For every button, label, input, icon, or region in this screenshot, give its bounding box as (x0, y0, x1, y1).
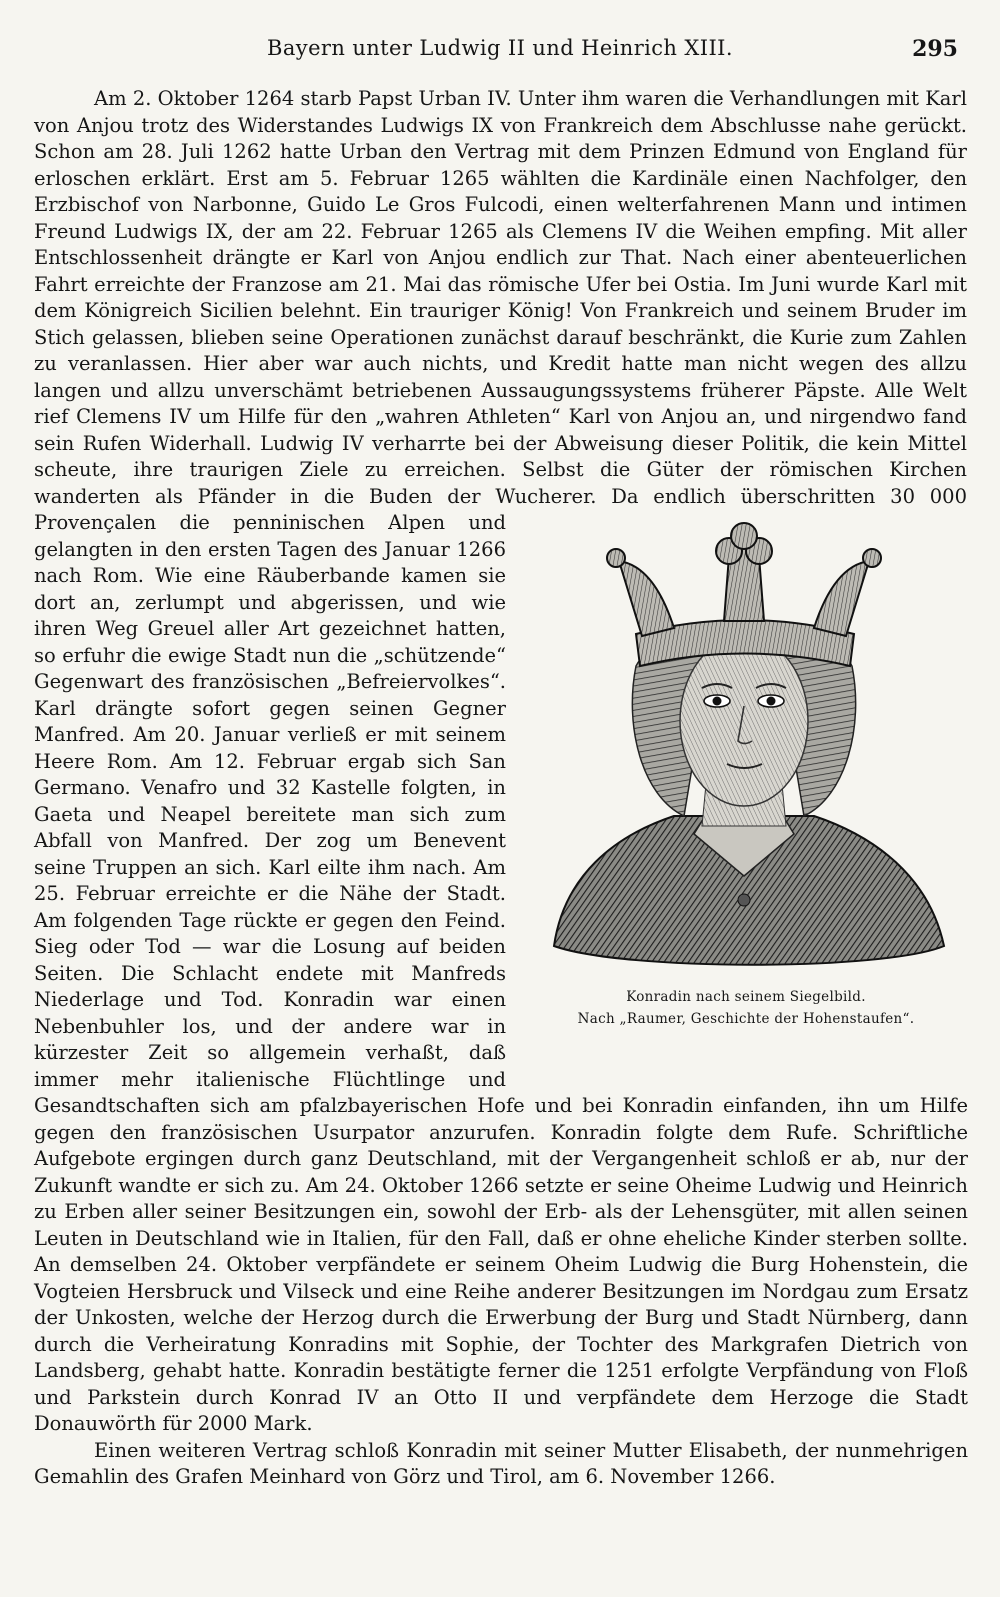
page-number: 295 (912, 36, 958, 62)
figure-caption (524, 986, 968, 1030)
caption-line-2: Nach „Raumer, Geschichte der Hohenstaufen“. (577, 1011, 915, 1027)
page-header (34, 36, 966, 66)
running-title: Bayern unter Ludwig II und Heinrich XIII. (267, 36, 733, 60)
caption-line-1: Konradin nach seinem Siegelbild. (626, 989, 866, 1005)
portrait-figure (524, 516, 968, 1066)
body-text (34, 86, 968, 1491)
konradin-portrait-engraving (524, 516, 968, 986)
paragraph-1: Am 2. Oktober 1264 starb Papst Urban IV. Unter ihm waren die Verhandlungen mit Karl von Anjou trotz des Widerstandes Ludwigs IX von Frankreich dem Abschlusse nahe gerückt. Schon am 28. Juli 1262 hatte Urban den Vertrag mit dem Prinzen Edmund von England für erloschen erklärt. Erst am 5. Februar 1265 wählten die Kardinäle einen Nachfolger, den Erzbischof von Narbonne, Guido Le Gros Fulcodi, einen welterfahrenen Mann und intimen Freund Ludwigs IX, der am 22. Februar 1265 als Clemens IV die Weihen empfing. Mit aller Entschlossenheit drängte er Karl von Anjou endlich zur That. Nach einer abenteuerlichen Fahrt erreichte der Franzose am 21. Mai das römische Ufer bei Ostia. Im Juni wurde Karl mit dem Königreich Sicilien belehnt. Ein trauriger König! Von Frankreich und seinem Bruder im Stich gelassen, blieben seine Operationen zunächst darauf beschränkt, die Kurie zum Zahlen zu veranlassen. Hier aber war auch nichts, und Kredit hatte man nicht wegen des allzu langen und allzu unverschämt betriebenen Aussaugungssystems früherer Päpste. Alle Welt rief Clemens IV um Hilfe für den „wahren Athleten“ Karl von Anjou an, und nirgendwo fand sein Rufen Widerhall. Ludwig IV verharrte bei der Abweisung dieser Politik, die kein Mittel scheute, ihre traurigen Ziele zu erreichen. Selbst die Güter der römischen Kirchen wanderten als Pfänder in die Buden der Wucherer. Da endlich überschritten 30 000 Provençalen die penninischen Alpen und gelangten in den ersten Tagen des Januar 1266 nach Rom. Wie eine Räuberbande kamen sie dort an, zerlumpt und abgerissen, und wie ihren Weg Greuel aller Art gezeichnet hatten, so erfuhr die ewige Stadt nun die „schützende“ Gegenwart des französischen „Befreiervolkes“. Karl drängte sofort gegen seinen Gegner Manfred. Am 20. Januar verließ er mit seinem Heere Rom. Am 12. Februar ergab sich San Germano. Venafro und 32 Kastelle folgten, in Gaeta und Neapel bereitete man sich zum Abfall von Manfred. Der zog um Benevent seine Truppen an sich. Karl eilte ihm nach. Am 25. Februar erreichte er die Nähe der Stadt. Am folgenden Tage rückte er gegen den Feind. Sieg oder Tod — war die Losung auf beiden Seiten. Die Schlacht endete mit Manfreds Niederlage und Tod. Konradin war einen Nebenbuhler los, und der andere war in kürzester Zeit so allgemein verhaßt, daß immer mehr italienische Flüchtlinge und Gesandtschaften sich am pfalzbayerischen Hofe und bei Konradin einfanden, ihn um Hilfe gegen den französischen Usurpator anzurufen. Konradin folgte dem Rufe. Schriftliche Aufgebote ergingen durch ganz Deutschland, mit der Vergangenheit schloß er ab, nur der Zukunft wandte er sich zu. Am 24. Oktober 1266 setzte er seine Oheime Ludwig und Heinrich zu Erben aller seiner Besitzungen ein, sowohl der Erb- als der Lehensgüter, mit allen seinen Leuten in Deutschland wie in Italien, für den Fall, daß er ohne eheliche Kinder sterben sollte. An demselben 24. Oktober verpfändete er seinem Oheim Ludwig die Burg Hohenstein, die Vogteien Hersbruck und Vilseck und eine Reihe anderer Besitzungen im Nordgau zum Ersatz der Unkosten, welche der Herzog durch die Erwerbung der Burg und Stadt Nürnberg, dann durch die Verheiratung Konradins mit Sophie, der Tochter des Markgrafen Dietrich von Landsberg, gehabt hatte. Konradin bestätigte ferner die 1251 erfolgte Verpfändung von Floß und Parkstein durch Konrad IV an Otto II und verpfändete dem Herzoge die Stadt Donauwörth für 2000 Mark. (34, 87, 968, 1435)
paragraph-2: Einen weiteren Vertrag schloß Konradin mit seiner Mutter Elisabeth, der nunmehrigen Gemahlin des Grafen Meinhard von Görz und Tirol, am 6. November 1266. (34, 1438, 968, 1488)
